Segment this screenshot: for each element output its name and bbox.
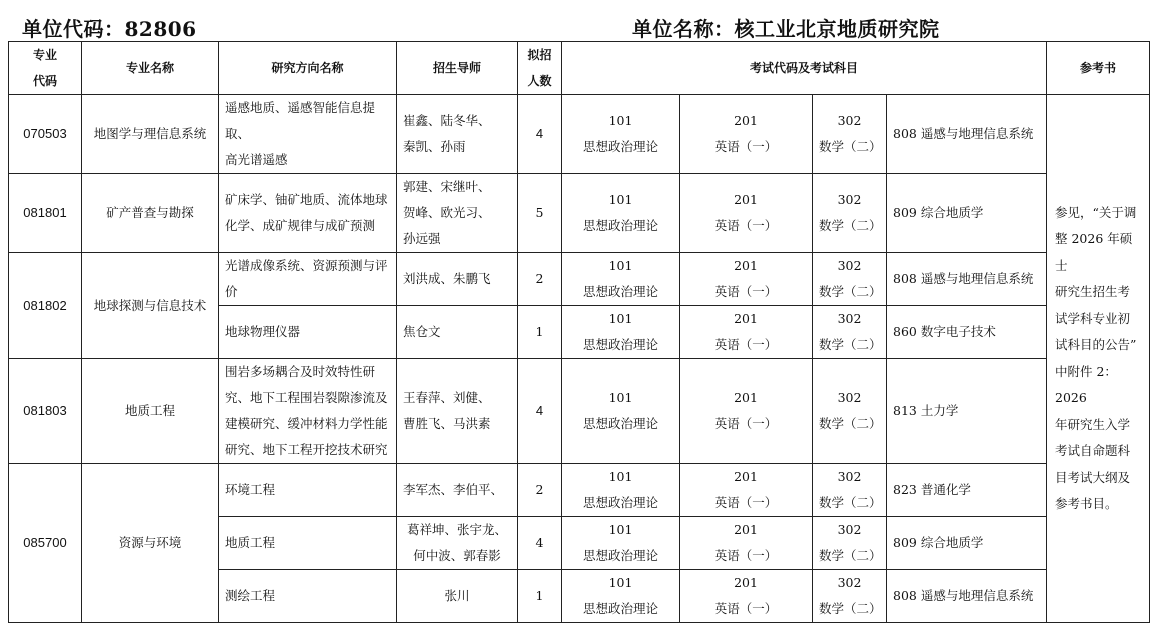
exam-english: 201 英语（一） — [680, 570, 813, 623]
supervisors: 崔鑫、陆冬华、 秦凯、孙雨 — [397, 95, 518, 174]
exam-math: 302 数学（二） — [813, 306, 887, 359]
reference-books-note: 参见，“关于调 整 2026 年硕士 研究生招生考 试学科专业初 试科目的公告” 中附件 2：2026 年研究生入学 考试自命题科 目考试大纲及 参考书目。 — [1047, 95, 1150, 623]
supervisors: 焦仓文 — [397, 306, 518, 359]
exam-politics: 101 思想政治理论 — [562, 359, 680, 464]
supervisors: 王春萍、刘健、 曹胜飞、马洪素 — [397, 359, 518, 464]
exam-politics: 101 思想政治理论 — [562, 95, 680, 174]
quota: 1 — [518, 570, 562, 623]
exam-specialty: 813 土力学 — [887, 359, 1047, 464]
exam-english: 201 英语（一） — [680, 517, 813, 570]
exam-english: 201 英语（一） — [680, 174, 813, 253]
unit-name-heading: 单位名称：核工业北京地质研究院 — [632, 17, 940, 41]
exam-math: 302 数学（二） — [813, 174, 887, 253]
major-name: 地质工程 — [82, 359, 219, 464]
major-code: 081802 — [9, 253, 82, 359]
exam-specialty: 860 数字电子技术 — [887, 306, 1047, 359]
table-header-row — [9, 42, 1150, 95]
major-code: 081801 — [9, 174, 82, 253]
exam-politics: 101 思想政治理论 — [562, 174, 680, 253]
admissions-table — [8, 41, 1150, 623]
exam-english: 201 英语（一） — [680, 306, 813, 359]
exam-politics: 101 思想政治理论 — [562, 570, 680, 623]
table-row — [9, 253, 1150, 306]
exam-english: 201 英语（一） — [680, 253, 813, 306]
col-header-supervisors: 招生导师 — [397, 42, 518, 95]
quota: 4 — [518, 517, 562, 570]
research-direction: 矿床学、铀矿地质、流体地球 化学、成矿规律与成矿预测 — [219, 174, 397, 253]
table-row — [9, 464, 1150, 517]
research-direction: 围岩多场耦合及时效特性研 究、地下工程围岩裂隙渗流及 建模研究、缓冲材料力学性能 研究、地下工程开挖技术研究 — [219, 359, 397, 464]
quota: 2 — [518, 464, 562, 517]
research-direction: 测绘工程 — [219, 570, 397, 623]
supervisors: 李军杰、李伯平、 — [397, 464, 518, 517]
research-direction: 地质工程 — [219, 517, 397, 570]
major-name: 地球探测与信息技术 — [82, 253, 219, 359]
major-code: 085700 — [9, 464, 82, 623]
major-code: 081803 — [9, 359, 82, 464]
exam-specialty: 809 综合地质学 — [887, 174, 1047, 253]
research-direction: 光谱成像系统、资源预测与评 价 — [219, 253, 397, 306]
quota: 5 — [518, 174, 562, 253]
research-direction: 遥感地质、遥感智能信息提取、 高光谱遥感 — [219, 95, 397, 174]
exam-math: 302 数学（二） — [813, 517, 887, 570]
quota: 1 — [518, 306, 562, 359]
col-header-reference-books: 参考书 — [1047, 42, 1150, 95]
research-direction: 地球物理仪器 — [219, 306, 397, 359]
unit-code-heading: 单位代码：82806 — [22, 17, 197, 41]
major-name: 资源与环境 — [82, 464, 219, 623]
exam-specialty: 808 遥感与地理信息系统 — [887, 95, 1047, 174]
exam-english: 201 英语（一） — [680, 95, 813, 174]
col-header-exam-subjects: 考试代码及考试科目 — [562, 42, 1047, 95]
supervisors: 张川 — [397, 570, 518, 623]
exam-specialty: 809 综合地质学 — [887, 517, 1047, 570]
major-code: 070503 — [9, 95, 82, 174]
exam-politics: 101 思想政治理论 — [562, 464, 680, 517]
exam-math: 302 数学（二） — [813, 464, 887, 517]
exam-math: 302 数学（二） — [813, 253, 887, 306]
supervisors: 刘洪成、朱鹏飞 — [397, 253, 518, 306]
exam-specialty: 808 遥感与地理信息系统 — [887, 570, 1047, 623]
exam-politics: 101 思想政治理论 — [562, 253, 680, 306]
quota: 4 — [518, 95, 562, 174]
exam-politics: 101 思想政治理论 — [562, 517, 680, 570]
exam-english: 201 英语（一） — [680, 464, 813, 517]
exam-politics: 101 思想政治理论 — [562, 306, 680, 359]
supervisors: 葛祥坤、张宇龙、 何中波、郭春影 — [397, 517, 518, 570]
research-direction: 环境工程 — [219, 464, 397, 517]
col-header-research-direction: 研究方向名称 — [219, 42, 397, 95]
col-header-major-code: 专业 代码 — [9, 42, 82, 95]
col-header-quota: 拟招 人数 — [518, 42, 562, 95]
table-row — [9, 174, 1150, 253]
table-row — [9, 359, 1150, 464]
exam-math: 302 数学（二） — [813, 359, 887, 464]
supervisors: 郭建、宋继叶、 贺峰、欧光习、 孙远强 — [397, 174, 518, 253]
col-header-major-name: 专业名称 — [82, 42, 219, 95]
quota: 4 — [518, 359, 562, 464]
exam-math: 302 数学（二） — [813, 570, 887, 623]
table-row — [9, 95, 1150, 174]
major-name: 矿产普查与勘探 — [82, 174, 219, 253]
exam-specialty: 808 遥感与地理信息系统 — [887, 253, 1047, 306]
exam-specialty: 823 普通化学 — [887, 464, 1047, 517]
exam-math: 302 数学（二） — [813, 95, 887, 174]
exam-english: 201 英语（一） — [680, 359, 813, 464]
major-name: 地图学与理信息系统 — [82, 95, 219, 174]
quota: 2 — [518, 253, 562, 306]
